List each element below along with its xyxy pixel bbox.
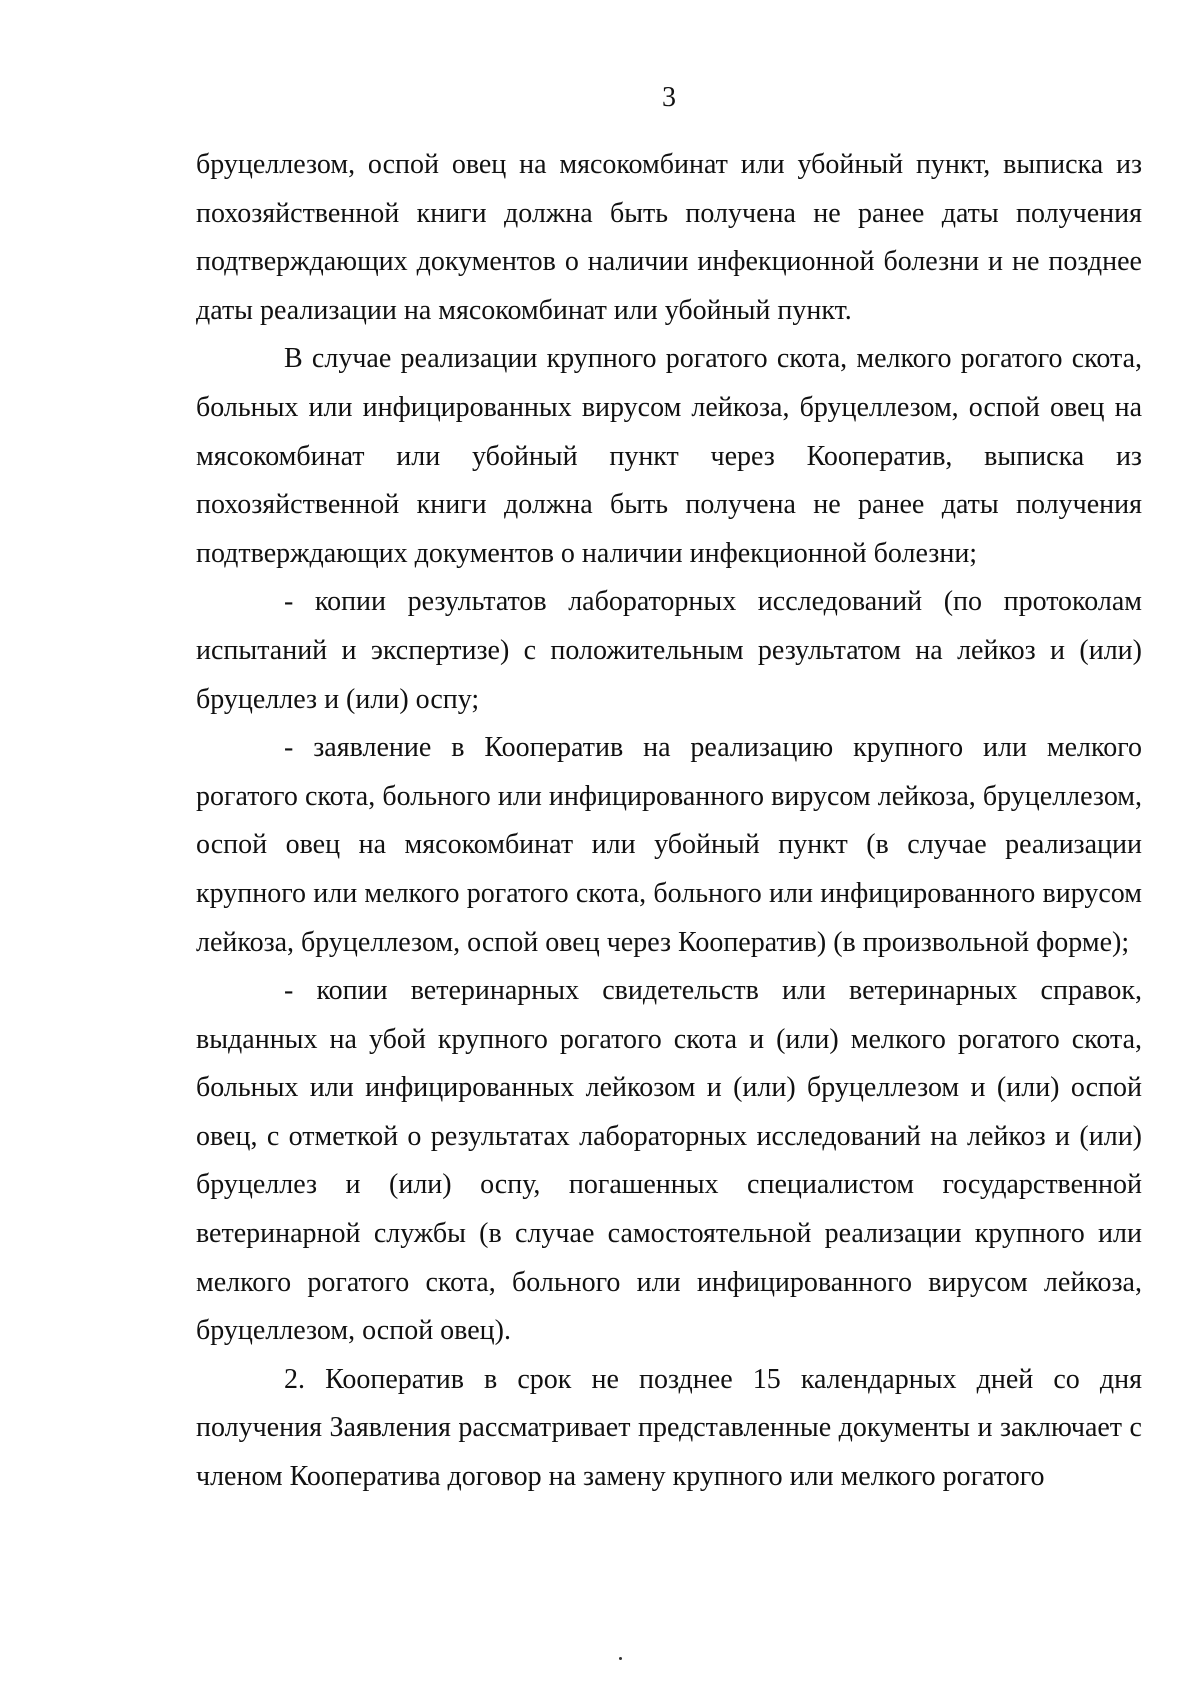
list-item-application: - заявление в Кооператив на реализацию крупного или мелкого рогатого скота, больного или инфицированного вирусом лейкоза, бруцеллезом, оспой овец на мясокомбинат или убойный пункт (в случае реализации крупного или мелкого рогатого скота, больного или инфицированного вирусом лейкоза, бруцеллезом, оспой овец через Кооператив) (в произвольной форме); xyxy=(196,732,1142,958)
paragraph-continuation: бруцеллезом, оспой овец на мясокомбинат или убойный пункт, выписка из похозяйственной книги должна быть получена не ранее даты получения подтверждающих документов о наличии инфекционной болезни и не позднее даты реализации на мясокомбинат или убойный пункт. xyxy=(196,149,1142,326)
paragraph-item-2: 2. Кооператив в срок не позднее 15 календарных дней со дня получения Заявления рассматривает представленные документы и заключает с членом Кооператива договор на замену крупного или мелкого рогатого xyxy=(196,1363,1142,1493)
paragraph-sale-through-cooperative: В случае реализации крупного рогатого скота, мелкого рогатого скота, больных или инфицированных вирусом лейкоза, бруцеллезом, оспой овец на мясокомбинат или убойный пункт через Кооператив, выписка из похозяйственной книги должна быть получена не ранее даты получения подтверждающих документов о наличии инфекционной болезни; xyxy=(196,343,1142,569)
list-item-lab-results: - копии результатов лабораторных исследований (по протоколам испытаний и экспертизе) с положительным результатом на лейкоз и (или) бруцеллез и (или) оспу; xyxy=(196,586,1142,715)
document-body xyxy=(196,141,1142,1502)
scan-artifact-dot xyxy=(619,1657,622,1660)
list-item-vet-certificates: - копии ветеринарных свидетельств или ветеринарных справок, выданных на убой крупного рогатого скота и (или) мелкого рогатого скота, больных или инфицированных лейкозом и (или) бруцеллезом и (или) оспой овец, с отметкой о результатах лабораторных исследований на лейкоз и (или) бруцеллез и (или) оспу, погашенных специалистом государственной ветеринарной службы (в случае самостоятельной реализации крупного или мелкого рогатого скота, больного или инфицированного вирусом лейкоза, бруцеллезом, оспой овец). xyxy=(196,975,1142,1347)
page-number: 3 xyxy=(662,82,676,113)
